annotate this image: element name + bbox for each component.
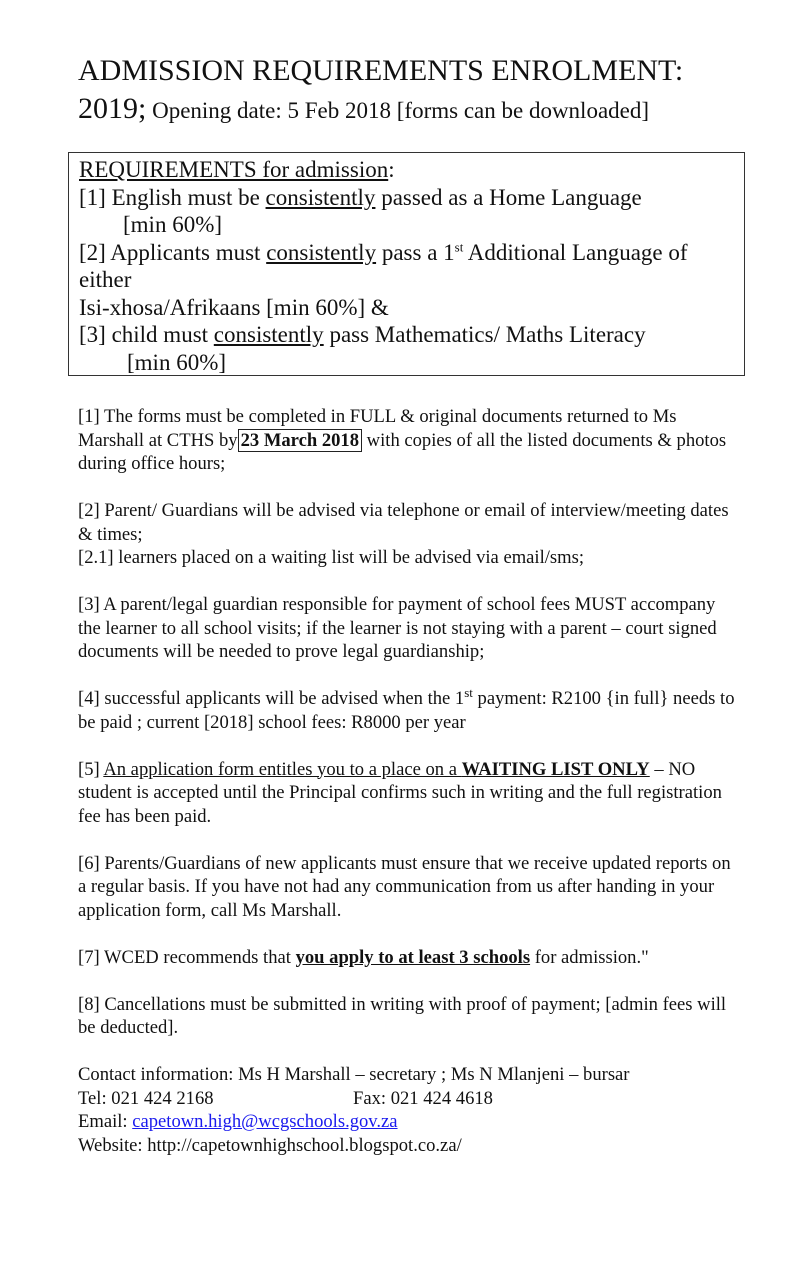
requirement-2-languages: Isi-xhosa/Afrikaans [min 60%] &: [79, 294, 389, 320]
item-3: [3] A parent/legal guardian responsible for payment of school fees MUST accompany the learner to all school visits; if the learner is not staying with a parent – court signed documents will be needed to prove legal guardianship;: [78, 594, 717, 662]
text: [5]: [78, 758, 104, 780]
contact-phone: [78, 1087, 738, 1111]
item-1: [78, 405, 738, 476]
fax: Fax: 021 424 4618: [353, 1087, 493, 1109]
contact-email: [78, 1110, 738, 1134]
text: [1] English must be: [79, 184, 266, 210]
text: with copies of all the listed documents & photos during office hours;: [78, 429, 727, 474]
text: Additional Language of either: [79, 239, 688, 292]
deadline-date: 23 March 2018: [238, 429, 362, 452]
title-line: ADMISSION REQUIREMENTS ENROLMENT:: [78, 54, 684, 87]
text: [1] The forms must be completed in FULL & original documents returned to Ms Marshall at CTHS by: [78, 406, 677, 451]
text: [3] child must: [79, 322, 214, 347]
item-6: [6] Parents/Guardians of new applicants must ensure that we receive updated reports on a regular basis. If you have not had any communication from us after handing in your application form, call Ms Marshall.: [78, 852, 731, 921]
emphasis: consistently: [213, 322, 324, 347]
emphasis: An application form entitles you to a place on a: [103, 758, 462, 780]
superscript: st: [454, 238, 464, 254]
text: pass Mathematics/ Maths Literacy: [323, 322, 646, 347]
emphasis: consistently: [266, 239, 377, 265]
title-subline: [78, 90, 778, 130]
text: [2] Applicants must: [79, 239, 267, 265]
text: [4] successful applicants will be advised when the 1: [78, 688, 465, 709]
text: pass a 1: [376, 239, 455, 265]
emphasis: consistently: [265, 184, 376, 210]
text: payment: R2100 {in full} needs to be paid ; current [2018] school fees: R8000 per year: [78, 688, 735, 733]
text: [7] WCED recommends that: [78, 946, 296, 968]
requirement-3-min: [min 60%]: [127, 349, 227, 375]
email-label: Email:: [78, 1111, 133, 1132]
requirement-1-min: [min 60%]: [123, 212, 223, 237]
waiting-list-emphasis: WAITING LIST ONLY: [461, 758, 650, 780]
document-body: [78, 405, 738, 1157]
emphasis: you apply to at least 3 schools: [295, 946, 531, 968]
item-7: [78, 946, 738, 970]
text: passed as a Home Language: [375, 184, 642, 210]
requirement-2: [79, 239, 739, 294]
document-title: [78, 52, 778, 130]
contact-names: Contact information: Ms H Marshall – secretary ; Ms N Mlanjeni – bursar: [78, 1064, 630, 1085]
colon: :: [388, 157, 395, 182]
requirements-heading: [79, 156, 739, 184]
contact-info: [78, 1063, 738, 1157]
email-link[interactable]: capetown.high@wcgschools.gov.za: [132, 1111, 398, 1132]
title-year: 2019;: [78, 92, 147, 125]
opening-date: Opening date: 5 Feb 2018 [forms can be downloaded]: [146, 98, 650, 123]
item-2: [2] Parent/ Guardians will be advised via telephone or email of interview/meeting dates & times;: [78, 500, 729, 545]
requirement-1: [79, 184, 739, 212]
item-8: [8] Cancellations must be submitted in writing with proof of payment; [admin fees will be deducted].: [78, 993, 727, 1038]
superscript: st: [464, 684, 473, 700]
requirements-heading-text: REQUIREMENTS for admission: [79, 157, 389, 182]
requirement-3: [79, 321, 739, 349]
tel: Tel: 021 424 2168: [78, 1087, 214, 1109]
item-2-1: [2.1] learners placed on a waiting list will be advised via email/sms;: [78, 547, 585, 568]
text: – NO student is accepted until the Principal confirms such in writing and the full registration fee has been paid.: [78, 758, 722, 827]
text: for admission.": [530, 946, 649, 968]
item-4: [78, 684, 738, 734]
contact-website: Website: http://capetownhighschool.blogspot.co.za/: [78, 1134, 462, 1156]
item-5: [78, 758, 738, 829]
requirements-box: [68, 152, 745, 376]
